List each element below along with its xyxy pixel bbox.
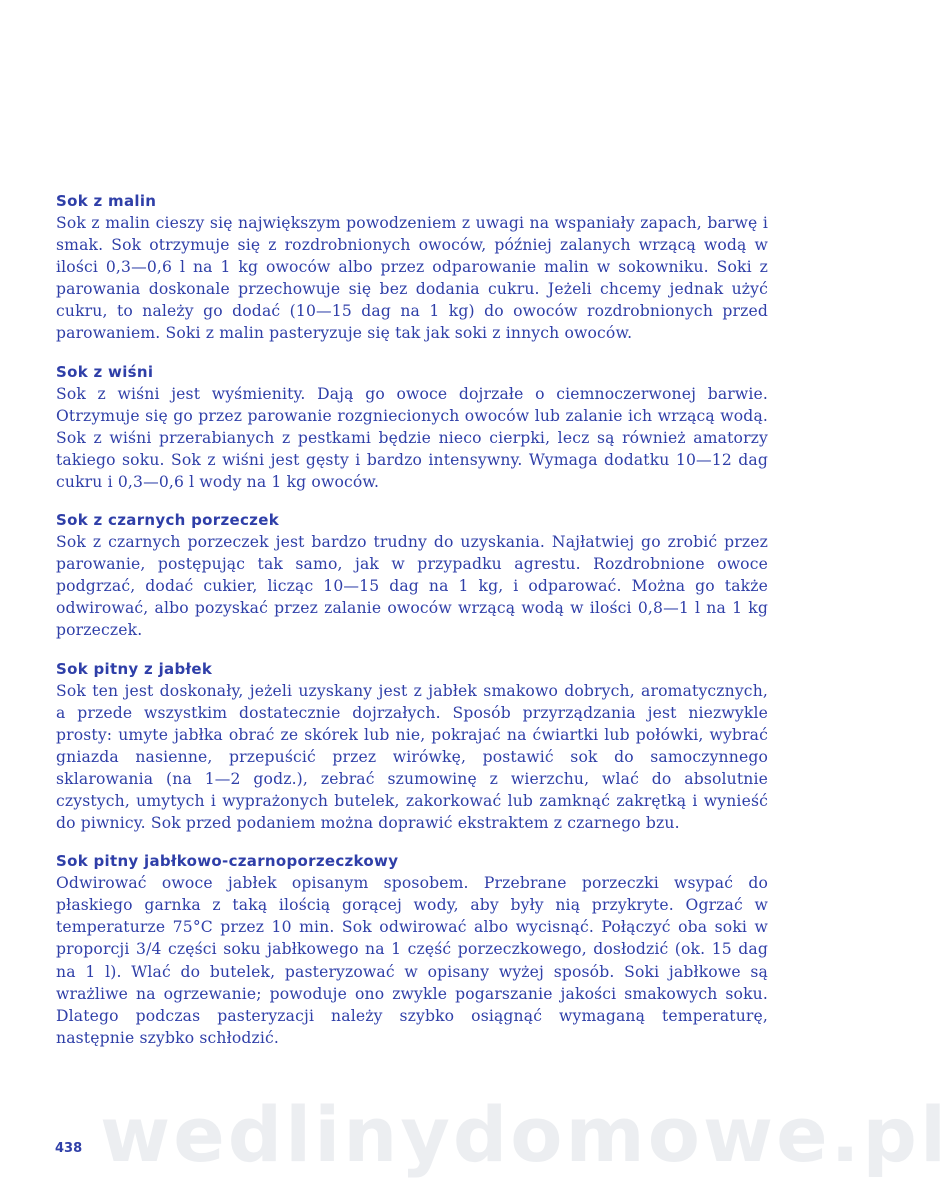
section-title: Sok pitny z jabłek bbox=[56, 659, 213, 678]
section-body: Sok ten jest doskonały, jeżeli uzyskany jest z jabłek smakowo dobrych, aromatycznych, a przede wszystkim dostatecznie dojrzałych. Sposób przyrządzania jest niezwykle prosty: umyte jabłka obrać ze skórek lub nie, pokrajać na ćwiartki lub połówki, wybrać gniazda nasienne, przepuścić przez wirówkę, postawić sok do samoczynnego sklarowania (na 1—2 godz.), zebrać szumowinę z wierzchu, wlać do absolutnie czystych, umytych i wyprażonych butelek, zakorkować lub zamknąć zakrętką i wynieść do piwnicy. Sok przed podaniem można doprawić ekstraktem z czarnego bzu. bbox=[56, 681, 768, 833]
section-sok-z-wisni bbox=[56, 361, 768, 493]
section-body: Odwirować owoce jabłek opisanym sposobem. Przebrane porzeczki wsypać do płaskiego garnka z taką ilością gorącej wody, aby były nią przykryte. Ogrzać w temperaturze 75°C przez 10 min. Sok odwirować albo wycisnąć. Połączyć oba soki w proporcji 3/4 części soku jabłkowego na 1 część porzeczkowego, dosłodzić (ok. 15 dag na 1 l). Wlać do butelek, pasteryzować w opisany wyżej sposób. Soki jabłkowe są wrażliwe na ogrzewanie; powoduje ono zwykle pogarszanie jakości smakowych soku. Dlatego podczas pasteryzacji należy szybko osiągnąć wymaganą temperaturę, następnie szybko schłodzić. bbox=[56, 874, 768, 1047]
section-title: Sok pitny jabłkowo-czarnoporzeczkowy bbox=[56, 852, 399, 871]
section-body: Sok z czarnych porzeczek jest bardzo trudny do uzyskania. Najłatwiej go zrobić przez parowanie, postępując tak samo, jak w przypadku agrestu. Rozdrobnione owoce podgrzać, dodać cukier, licząc 10—15 dag na 1 kg, i odparować. Można go także odwirować, albo pozyskać przez zalanie owoców wrzącą wodą w ilości 0,8—1 l na 1 kg porzeczek. bbox=[56, 533, 768, 640]
section-body: Sok z malin cieszy się największym powodzeniem z uwagi na wspaniały zapach, barwę i smak. Sok otrzymuje się z rozdrobnionych owoców, później zalanych wrzącą wodą w ilości 0,3—0,6 l na 1 kg owoców albo przez odparowanie malin w sokowniku. Soki z parowania doskonale przechowuje się bez dodania cukru. Jeżeli chcemy jednak użyć cukru, to należy go dodać (10—15 dag na 1 kg) do owoców rozdrobnionych przed parowaniem. Soki z malin pasteryzuje się tak jak soki z innych owoców. bbox=[56, 214, 768, 343]
page-content bbox=[56, 190, 768, 1065]
section-title: Sok z czarnych porzeczek bbox=[56, 511, 279, 530]
section-sok-jablkowo-czarnoporzeczkowy bbox=[56, 850, 768, 1049]
section-body: Sok z wiśni jest wyśmienity. Dają go owoce dojrzałe o ciemnoczerwonej barwie. Otrzymuje się go przez parowanie rozgniecionych owoców lub zalanie ich wrzącą wodą. Sok z wiśni przerabianych z pestkami będzie nieco cierpki, lecz są również amatorzy takiego soku. Sok z wiśni jest gęsty i bardzo intensywny. Wymaga dodatku 10—12 dag cukru i 0,3—0,6 l wody na 1 kg owoców. bbox=[56, 384, 768, 491]
section-sok-z-malin bbox=[56, 190, 768, 345]
section-sok-pitny-z-jablek bbox=[56, 658, 768, 835]
section-title: Sok z malin bbox=[56, 192, 157, 210]
section-title: Sok z wiśni bbox=[56, 362, 154, 381]
watermark: wedlinydomowe.pl bbox=[100, 1090, 949, 1179]
page-number: 438 bbox=[55, 1141, 83, 1156]
section-sok-z-czarnych-porzeczek bbox=[56, 509, 768, 641]
